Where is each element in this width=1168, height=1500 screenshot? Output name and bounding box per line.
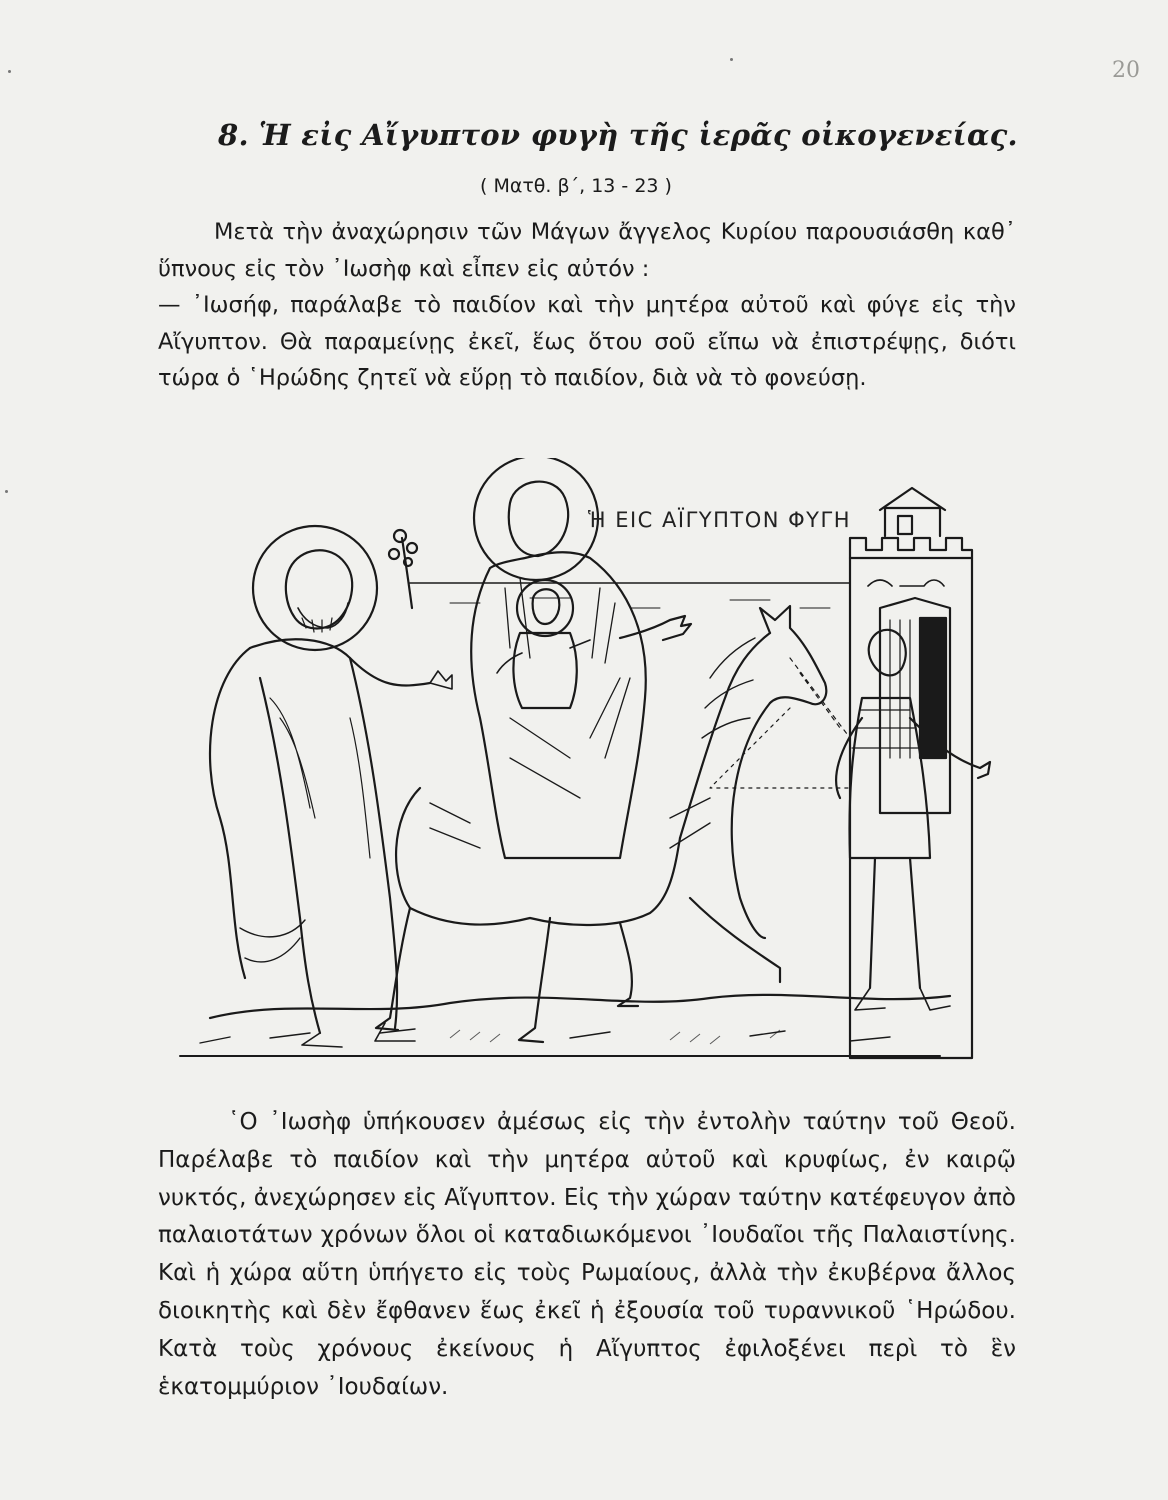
lesson-title: Ἡ εἰς Αἴγυπτον φυγὴ τῆς ἱερᾶς οἰκογενείας. — [258, 118, 1018, 152]
print-speck — [8, 70, 11, 73]
lesson-number: 8. — [218, 118, 249, 152]
flight-into-egypt-illustration — [150, 458, 1030, 1078]
narration-text: Μετὰ τὴν ἀναχώρησιν τῶν Μάγων ἄγγελος Κυρίου παρουσιάσθη καθ᾿ ὕπνους εἰς τὸν ᾿Ιωσὴφ καὶ εἶπεν εἰς αὐτόν : — [158, 219, 1016, 282]
print-speck — [730, 58, 733, 61]
flight-narrative-text: ῾Ο ᾿Ιωσὴφ ὑπήκουσεν ἀμέσως εἰς τὴν ἐντολὴν ταύτην τοῦ Θεοῦ. Παρέλαβε τὸ παιδίον καὶ τὴν μητέρα αὐτοῦ καὶ κρυφίως, ἐν καιρῷ νυκτός, ἀνεχώρησεν εἰς Αἴγυπτον. Εἰς τὴν χώραν ταύτην κατέφευγον ἀπὸ παλαιοτάτων χρόνων ὅλοι οἱ καταδιωκόμενοι ᾿Ιουδαῖοι τῆς Παλαιστίνης. Καὶ ἡ χώρα αὕτη ὑπήγετο εἰς τοὺς Ρωμαίους, ἀλλὰ τὴν ἐκυβέρνα ἄλλος διοικητὴς καὶ δὲν ἔφθανεν ἕως ἐκεῖ ἡ ἐξουσία τοῦ τυραννικοῦ ῾Ηρώδου. Κατὰ τοὺς χρόνους ἐκείνους ἡ Αἴγυπτος ἐφιλοξένει περὶ τὸ ἓν ἑκατομμύριον ᾿Ιουδαίων. — [158, 1109, 1016, 1400]
icon-drawing — [150, 458, 1030, 1078]
lesson-heading — [218, 118, 1018, 152]
scripture-reference: ( Ματθ. β΄, 13 - 23 ) — [480, 175, 672, 197]
angel-speech-text: — ᾿Ιωσήφ, παράλαβε τὸ παιδίον καὶ τὴν μητέρα αὐτοῦ καὶ φύγε εἰς τὴν Αἴγυπτον. Θὰ παραμείνῃς ἐκεῖ, ἕως ὅτου σοῦ εἴπω νὰ ἐπιστρέψῃς, διότι τώρα ὁ ῾Ηρώδης ζητεῖ νὰ εὕρῃ τὸ παιδίον, διὰ νὰ τὸ φονεύσῃ. — [158, 292, 1016, 391]
paragraph-angel-message — [158, 214, 1016, 397]
print-speck — [5, 490, 8, 493]
page-number: 20 — [1112, 58, 1140, 83]
paragraph-flight-to-egypt — [158, 1104, 1016, 1406]
illustration-caption: Ἡ ΕΙϹ ΑΪΓΥΠΤΟΝ ΦΥΓΗ — [588, 508, 851, 532]
